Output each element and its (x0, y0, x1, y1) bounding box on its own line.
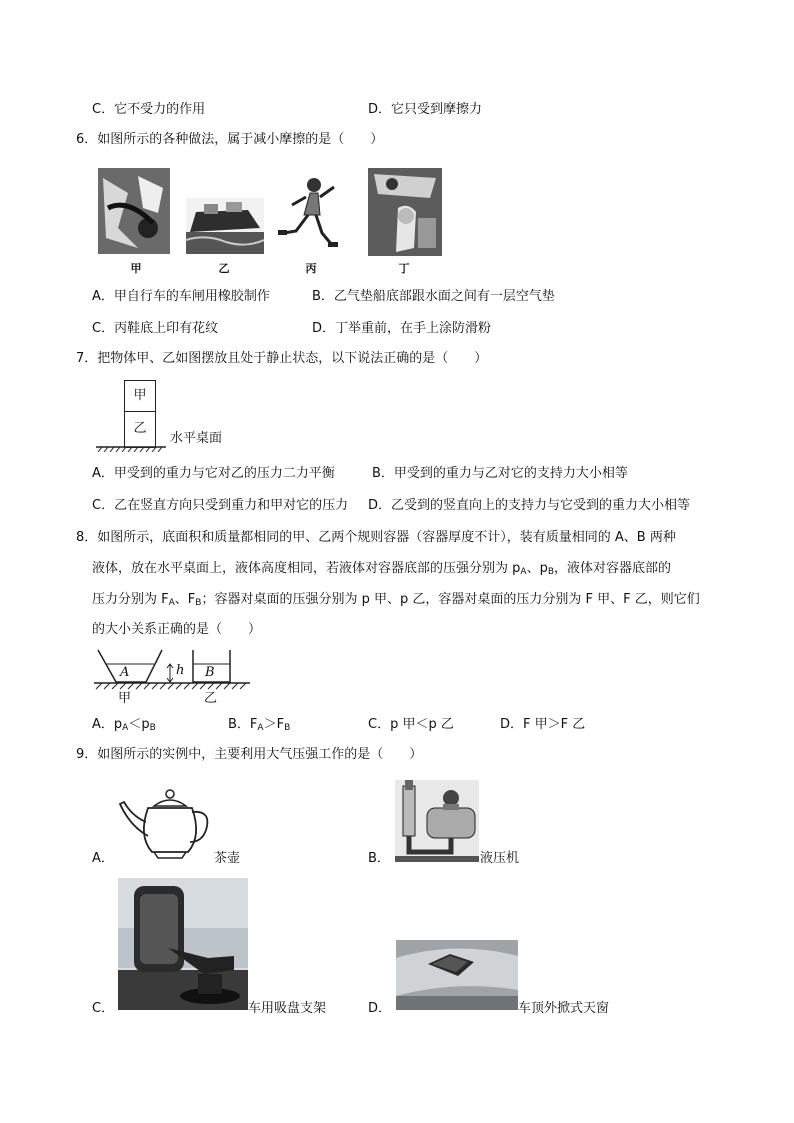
teapot-drawing (118, 786, 214, 862)
liquid-a-label: A (120, 665, 130, 680)
q6-caption-ding: 丁 (398, 262, 410, 275)
q6-caption-yi: 乙 (218, 262, 230, 275)
weightlifter-photo (368, 168, 442, 256)
q8-option-c: C．p 甲＜p 乙 (368, 717, 454, 732)
q9-stem: 9．如图所示的实例中，主要利用大气压强工作的是（ ） (76, 747, 423, 762)
q9-option-b-label: 液压机 (480, 851, 520, 866)
q6-option-c: C．丙鞋底上印有花纹 (92, 321, 219, 336)
q9-option-d-label: 车顶外掀式天窗 (518, 1001, 610, 1016)
q7-option-a: A．甲受到的重力与它对乙的压力二力平衡 (92, 466, 335, 481)
container-yi-label: 乙 (204, 691, 218, 706)
car-sunroof-photo (396, 940, 518, 1010)
q9-option-c-letter: C． (92, 1001, 115, 1016)
q5-option-c: C．它不受力的作用 (92, 102, 206, 117)
q6-option-d: D．丁举重前，在手上涂防滑粉 (312, 321, 492, 336)
q9-option-a-label: 茶壶 (214, 851, 241, 866)
hovercraft-photo (186, 198, 264, 254)
block-jia: 甲 (124, 380, 156, 412)
q6-caption-jia: 甲 (130, 262, 142, 275)
height-label: h (176, 663, 185, 678)
q8-option-a: A．$p_A<p_B$ (92, 717, 156, 733)
block-yi: 乙 (124, 412, 156, 448)
q5-option-d: D．它只受到摩擦力 (368, 102, 483, 117)
q7-option-c: C．乙在竖直方向只受到重力和甲对它的压力 (92, 498, 349, 513)
q9-option-b-letter: B． (368, 851, 390, 866)
q7-option-b: B．甲受到的重力与乙对它的支持力大小相等 (372, 466, 628, 481)
container-jia-label: 甲 (118, 691, 132, 706)
q8-stem-line3: 压力分别为 $F_A$、$F_B$；容器对桌面的压强分别为 p 甲、p 乙，容器对桌面的压力分别为 F 甲、F 乙，则它们 (92, 592, 700, 608)
liquid-b-label: B (205, 665, 215, 680)
table-surface-hatch (96, 446, 166, 452)
table-surface-label: 水平桌面 (170, 431, 223, 446)
stacked-blocks-figure (96, 380, 266, 452)
q8-stem-line4: 的大小关系正确的是（ ） (92, 622, 262, 637)
q7-stem: 7．把物体甲、乙如图摆放且处于静止状态，以下说法正确的是（ ） (76, 351, 488, 366)
bicycle-brake-photo (98, 168, 170, 254)
q9-option-c-label: 车用吸盘支架 (248, 1001, 327, 1016)
q8-stem-line1: 8．如图所示，底面积和质量都相同的甲、乙两个规则容器（容器厚度不计），装有质量相同的 A、B 两种 (76, 530, 676, 545)
q7-option-d: D．乙受到的竖直向上的支持力与它受到的重力大小相等 (368, 498, 691, 513)
q6-option-b: B．乙气垫船底部跟水面之间有一层空气垫 (312, 289, 555, 304)
q6-caption-bing: 丙 (305, 262, 317, 275)
hydraulic-press-drawing (395, 780, 479, 862)
running-boy-drawing (276, 175, 346, 249)
q9-option-d-letter: D． (368, 1001, 392, 1016)
q6-option-a: A．甲自行车的车闸用橡胶制作 (92, 289, 270, 304)
q8-option-b: B．$F_A>F_B$ (228, 717, 291, 733)
q9-option-a-letter: A． (92, 851, 114, 866)
q8-stem-line2: 液体，放在水平桌面上，液体高度相同，若液体对容器底部的压强分别为 $p_A$、$p_B$，液体对容器底部的 (92, 561, 672, 577)
q6-stem: 6．如图所示的各种做法，属于减小摩擦的是（ ） (76, 132, 384, 147)
car-suction-mount-photo (118, 878, 248, 1010)
q8-option-d: D．F 甲＞F 乙 (500, 717, 586, 732)
